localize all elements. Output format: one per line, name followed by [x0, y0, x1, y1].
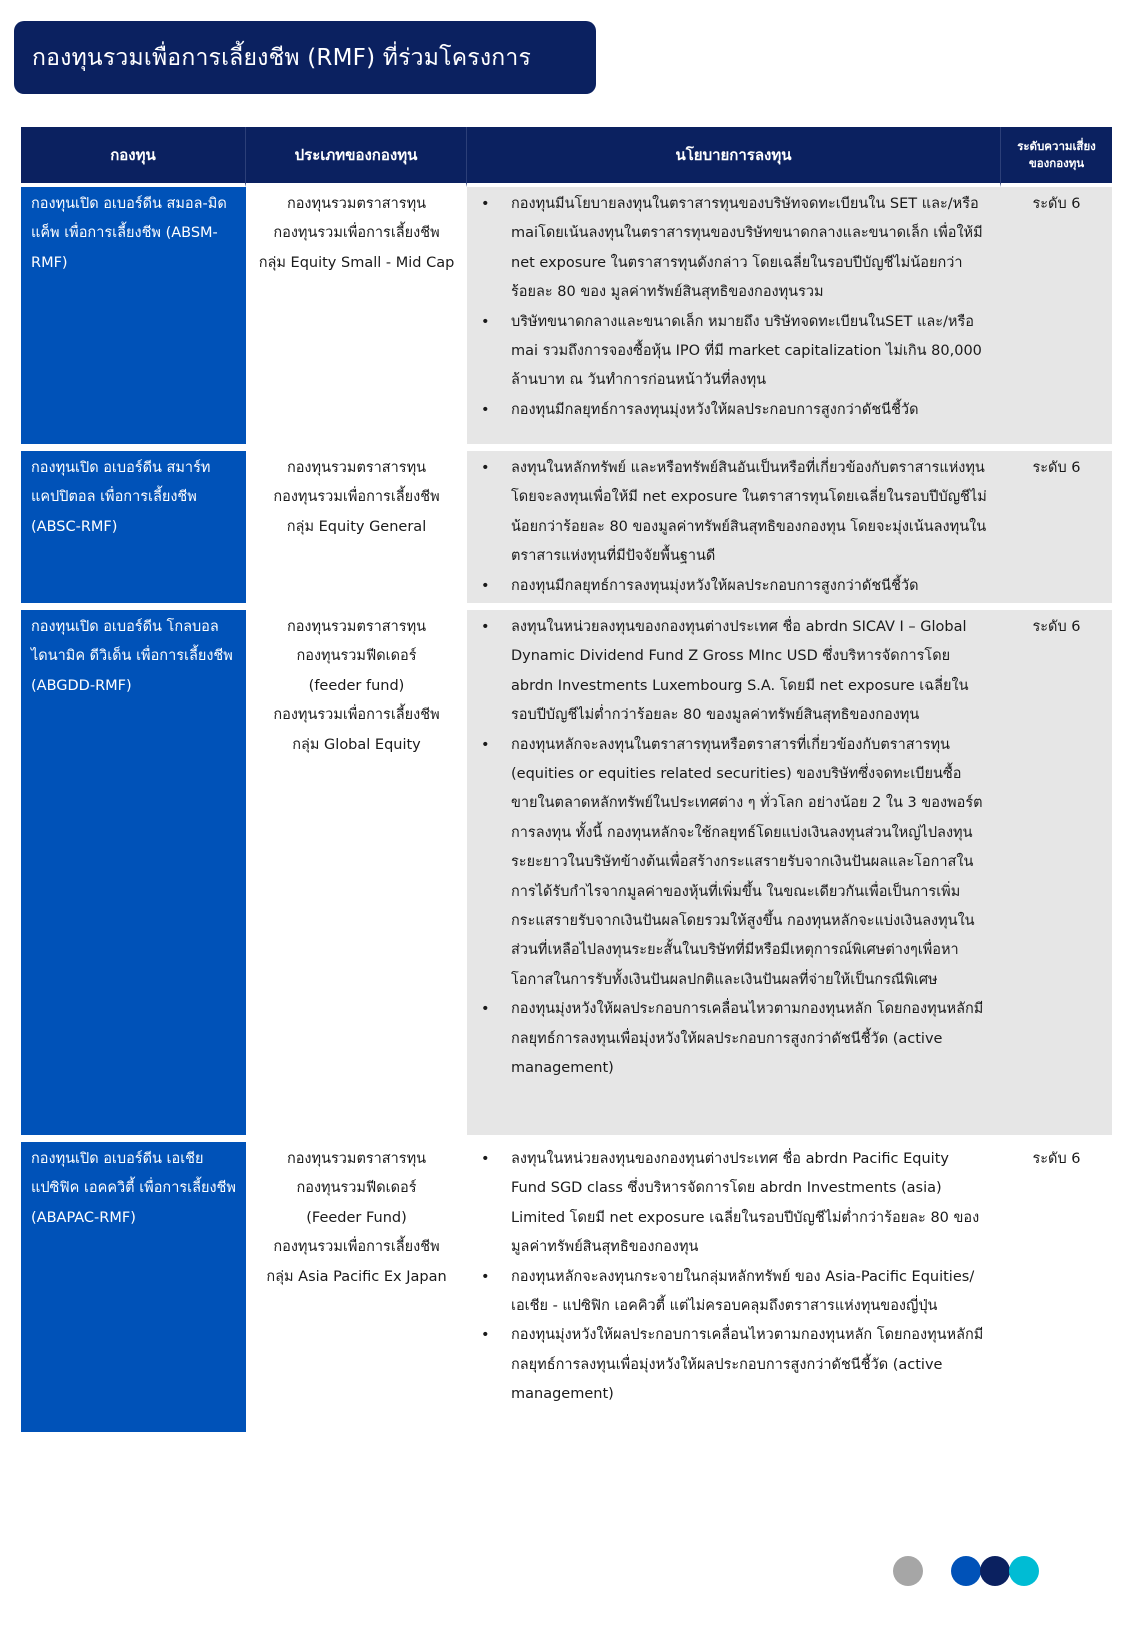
- fund-type: [246, 610, 467, 1142]
- policy-item: • กองทุนหลักจะลงทุนในตราสารทุนหรือตราสารที่เกี่ยวข้องกับตราสารทุน (equities or equities related securities) ของบริษัทซึ่งจดทะเบียนซื้อขายในตลาดหลักทรัพย์ในประเทศต่าง ๆ ทั่วโลก อย่างน้อย 2 ใน 3 ของพอร์ตการลงทุน ทั้งนี้ กองทุนหลักจะใช้กลยุทธ์โดยแบ่งเงินลงทุนส่วนใหญ่ไปลงทุนระยะยาวในบริษัทข้างต้นเพื่อสร้างกระแสรายรับจากเงินปันผลและโอกาสในการได้รับกำไรจากมูลค่าของหุ้นที่เพิ่มขึ้น ในขณะเดียวกันเพื่อเป็นการเพิ่มกระแสรายรับจากเงินปันผลโดยรวมให้สูงขึ้น กองทุนหลักจะแบ่งเงินลงทุนในส่วนที่เหลือไปลงทุนระยะสั้นในบริษัทที่มีหรือมีเหตุการณ์พิเศษต่างๆเพื่อหาโอกาสในการรับทั้งเงินปันผลปกติและเงินปันผลที่จ่ายให้เป็นกรณีพิเศษ: [481, 731, 987, 996]
- table-row: [21, 610, 1112, 1142]
- cyan-dot: [1009, 1556, 1039, 1586]
- fund-type-line: กลุ่ม Global Equity: [292, 736, 421, 753]
- risk-level: ระดับ 6: [1001, 1142, 1112, 1439]
- fund-name: กองทุนเปิด อเบอร์ดีน สมอล-มิดแค็พ เพื่อการเลี้ยงชีพ (ABSM-RMF): [21, 187, 246, 451]
- fund-type-line: กองทุนรวมเพื่อการเลี้ยงชีพ: [273, 225, 440, 242]
- header-risk: [1001, 127, 1112, 187]
- header-policy: นโยบายการลงทุน: [467, 127, 1001, 187]
- fund-type: [246, 187, 467, 451]
- policy-item: • บริษัทขนาดกลางและขนาดเล็ก หมายถึง บริษัทจดทะเบียนในSET และ/หรือ mai รวมถึงการจองซื้อหุ้น IPO ที่มี market capitalization ไม่เกิน 80,000 ล้านบาท ณ วันทำการก่อนหน้าวันที่ลงทุน: [481, 308, 987, 396]
- fund-type-line: กองทุนรวมตราสารทุน: [286, 460, 427, 476]
- policy-item: • กองทุนมีนโยบายลงทุนในตราสารทุนของบริษัทจดทะเบียนใน SET และ/หรือ maiโดยเน้นลงทุนในตราสารทุนของบริษัทขนาดกลางและขนาดเล็ก เพื่อให้มี net exposure ในตราสารทุนดังกล่าว โดยเฉลี่ยในรอบปีบัญชีไม่น้อยกว่าร้อยละ 80 ของ มูลค่าทรัพย์สินสุทธิของกองทุนรวม: [481, 190, 987, 308]
- policy-item: • กองทุนมุ่งหวังให้ผลประกอบการเคลื่อนไหวตามกองทุนหลัก โดยกองทุนหลักมีกลยุทธ์การลงทุนเพื่อมุ่งหวังให้ผลประกอบการสูงกว่าดัชนีชี้วัด (active management): [481, 995, 987, 1083]
- policy-item: • ลงทุนในหน่วยลงทุนของกองทุนต่างประเทศ ชื่อ abrdn Pacific Equity Fund SGD class ซึ่งบริหารจัดการโดย abrdn Investments (asia) Limited โดยมี net exposure เฉลี่ยในรอบปีบัญชีไม่ต่ำกว่าร้อยละ 80 ของมูลค่าทรัพย์สินสุทธิของกองทุน: [481, 1145, 987, 1263]
- title-banner: [14, 21, 596, 94]
- risk-level: ระดับ 6: [1001, 187, 1112, 451]
- fund-type-line: กองทุนรวมเพื่อการเลี้ยงชีพ: [273, 489, 440, 506]
- decorative-dots: [893, 1556, 1053, 1588]
- fund-type: [246, 1142, 467, 1439]
- risk-level: ระดับ 6: [1001, 610, 1112, 1142]
- policy-item: • กองทุนมีกลยุทธ์การลงทุนมุ่งหวังให้ผลประกอบการสูงกว่าดัชนีชี้วัด: [481, 396, 987, 425]
- fund-policy: [467, 1142, 1001, 1439]
- fund-type-line: กองทุนรวมฟีดเดอร์: [296, 648, 417, 665]
- fund-type-line: กองทุนรวมตราสารทุน: [286, 619, 427, 635]
- fund-type-line: กองทุนรวมตราสารทุน: [286, 1151, 427, 1167]
- policy-list: [481, 454, 987, 601]
- page-title: กองทุนรวมเพื่อการเลี้ยงชีพ (RMF) ที่ร่วมโครงการ: [32, 44, 532, 71]
- fund-type-line: (Feeder Fund): [306, 1209, 407, 1226]
- policy-list: [481, 1145, 987, 1410]
- fund-type-line: กองทุนรวมเพื่อการเลี้ยงชีพ: [273, 1239, 440, 1256]
- fund-type-line: กองทุนรวมเพื่อการเลี้ยงชีพ: [273, 707, 440, 724]
- header-risk-line1: ระดับความเสี่ยง: [1017, 139, 1096, 153]
- risk-level: ระดับ 6: [1001, 451, 1112, 610]
- table-row: [21, 1142, 1112, 1439]
- fund-type-line: กลุ่ม Equity General: [286, 518, 427, 535]
- header-fund: กองทุน: [21, 127, 246, 187]
- header-risk-line2: ของกองทุน: [1028, 156, 1085, 170]
- gray-dot: [893, 1556, 923, 1586]
- table-row: [21, 187, 1112, 451]
- navy-dot: [980, 1556, 1010, 1586]
- blue-dot: [951, 1556, 981, 1586]
- fund-type-line: กองทุนรวมฟีดเดอร์: [296, 1180, 417, 1197]
- fund-name: กองทุนเปิด อเบอร์ดีน เอเชีย แปซิฟิค เอคควิตี้ เพื่อการเลี้ยงชีพ (ABAPAC-RMF): [21, 1142, 246, 1439]
- table-header-row: [21, 127, 1112, 187]
- policy-list: [481, 613, 987, 1084]
- policy-item: • ลงทุนในหลักทรัพย์ และหรือทรัพย์สินอันเป็นหรือที่เกี่ยวข้องกับตราสารแห่งทุน โดยจะลงทุนเพื่อให้มี net exposure ในตราสารทุนโดยเฉลี่ยในรอบปีบัญชีไม่น้อยกว่าร้อยละ 80 ของมูลค่าทรัพย์สินสุทธิของกองทุน โดยจะมุ่งเน้นลงทุนในตราสารแห่งทุนที่มีปัจจัยพื้นฐานดี: [481, 454, 987, 572]
- fund-type-line: กลุ่ม Equity Small - Mid Cap: [258, 254, 455, 271]
- fund-name: กองทุนเปิด อเบอร์ดีน โกลบอล ไดนามิค ดีวิเด็น เพื่อการเลี้ยงชีพ (ABGDD-RMF): [21, 610, 246, 1142]
- fund-policy: [467, 187, 1001, 451]
- policy-list: [481, 190, 987, 425]
- fund-type-line: (feeder fund): [308, 677, 405, 694]
- fund-policy: [467, 451, 1001, 610]
- table-row: [21, 451, 1112, 610]
- policy-item: • กองทุนหลักจะลงทุนกระจายในกลุ่มหลักทรัพย์ ของ Asia-Pacific Equities/เอเชีย - แปซิฟิก เอคคิวตี้ แต่ไม่ครอบคลุมถึงตราสารแห่งทุนของญี่ปุ่น: [481, 1263, 987, 1322]
- fund-name: กองทุนเปิด อเบอร์ดีน สมาร์ท แคปปิตอล เพื่อการเลี้ยงชีพ (ABSC-RMF): [21, 451, 246, 610]
- fund-type-line: กองทุนรวมตราสารทุน: [286, 196, 427, 212]
- policy-item: • กองทุนมุ่งหวังให้ผลประกอบการเคลื่อนไหวตามกองทุนหลัก โดยกองทุนหลักมีกลยุทธ์การลงทุนเพื่อมุ่งหวังให้ผลประกอบการสูงกว่าดัชนีชี้วัด (active management): [481, 1321, 987, 1409]
- fund-policy: [467, 610, 1001, 1142]
- policy-item: • กองทุนมีกลยุทธ์การลงทุนมุ่งหวังให้ผลประกอบการสูงกว่าดัชนีชี้วัด: [481, 572, 987, 601]
- fund-table: [21, 127, 1112, 1439]
- fund-type-line: กลุ่ม Asia Pacific Ex Japan: [266, 1268, 447, 1285]
- header-type: ประเภทของกองทุน: [246, 127, 467, 187]
- fund-type: [246, 451, 467, 610]
- policy-item: • ลงทุนในหน่วยลงทุนของกองทุนต่างประเทศ ชื่อ abrdn SICAV I – Global Dynamic Dividend Fund Z Gross MInc USD ซึ่งบริหารจัดการโดย abrdn Investments Luxembourg S.A. โดยมี net exposure เฉลี่ยในรอบปีบัญชีไม่ต่ำกว่าร้อยละ 80 ของมูลค่าทรัพย์สินสุทธิของกองทุน: [481, 613, 987, 731]
